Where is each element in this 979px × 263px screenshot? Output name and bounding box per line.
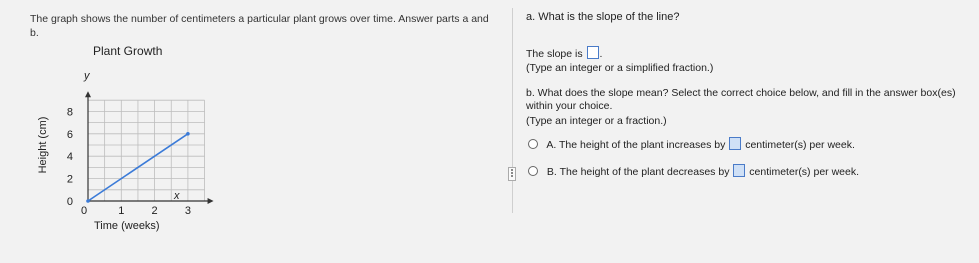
- y-tick-label: 8: [66, 106, 73, 119]
- choice-b-row[interactable]: [528, 164, 859, 178]
- y-axis-arrow: [85, 91, 91, 97]
- choice-b-radio[interactable]: [528, 166, 538, 176]
- chart-grid: [88, 100, 205, 201]
- data-point: [86, 199, 90, 203]
- problem-prompt: The graph shows the number of centimeters a particular plant grows over time. Answer parts a and b.: [30, 13, 489, 39]
- part-a-hint: (Type an integer or a simplified fraction.): [526, 62, 714, 74]
- choice-a-text-start: The height of the plant increases by: [559, 139, 726, 151]
- y-axis-label: Height (cm): [37, 116, 49, 174]
- y-tick-label: 4: [66, 151, 73, 164]
- y-tick-label: 2: [66, 173, 73, 186]
- x-axis-letter: x: [174, 190, 180, 202]
- x-axis-arrow: [208, 198, 214, 204]
- x-tick-label: 2: [151, 205, 158, 217]
- choice-b-text-start: The height of the plant decreases by: [559, 166, 730, 178]
- x-tick-label: 0: [80, 205, 88, 217]
- part-a-question: a. What is the slope of the line?: [526, 11, 680, 23]
- y-tick-label: 6: [66, 128, 73, 141]
- chart-title: Plant Growth: [93, 44, 163, 58]
- panel-divider: [512, 8, 513, 213]
- part-b-hint: (Type an integer or a fraction.): [526, 115, 667, 127]
- x-axis-label: Time (weeks): [94, 220, 160, 232]
- part-a-slope-row: The slope is .: [526, 48, 603, 60]
- choice-a-answer-box[interactable]: [729, 137, 741, 150]
- choice-b-text-end: centimeter(s) per week.: [749, 166, 859, 178]
- y-axis-letter: y: [84, 70, 90, 82]
- x-tick-label: 3: [184, 205, 191, 217]
- slope-label: The slope is: [526, 48, 583, 60]
- choice-a-radio[interactable]: [528, 139, 538, 149]
- choice-b-letter: B.: [546, 166, 557, 178]
- x-tick-label: 1: [118, 205, 125, 217]
- resize-handle[interactable]: [508, 167, 516, 181]
- choice-b-answer-box[interactable]: [733, 164, 745, 177]
- slope-answer-box[interactable]: [587, 46, 599, 59]
- choice-a-letter: A.: [546, 139, 557, 151]
- y-tick-label: 0: [66, 196, 73, 208]
- data-point: [186, 132, 190, 136]
- choice-a-text-end: centimeter(s) per week.: [745, 139, 855, 151]
- choice-a-row[interactable]: [528, 137, 855, 151]
- part-b-question: b. What does the slope mean? Select the correct choice below, and fill in the answer box(es) within your choice.: [526, 87, 956, 112]
